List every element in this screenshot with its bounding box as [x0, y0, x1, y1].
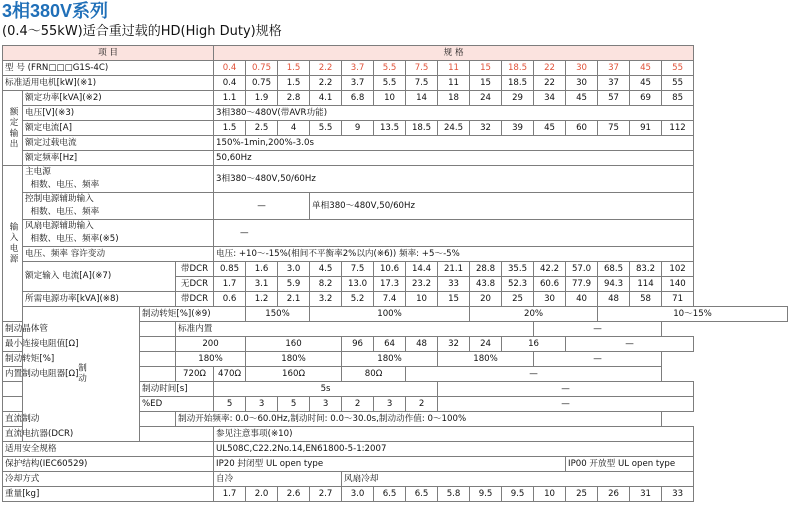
tolerance-row [3, 247, 788, 262]
ed-cell: 2 [342, 397, 374, 412]
model-cell: 2.2 [310, 61, 342, 76]
ed-dash: — [438, 397, 694, 412]
min-torque-cell: 180% [342, 352, 438, 367]
weight-cell: 31 [630, 487, 662, 502]
motor-cell: 22 [534, 76, 566, 91]
input-nodcr-cell: 77.9 [566, 277, 598, 292]
frequency-row [3, 151, 788, 166]
req-cap-cell: 71 [662, 292, 694, 307]
min-torque-row [3, 352, 788, 367]
motor-cell: 5.5 [374, 76, 406, 91]
ed-cell: 5 [278, 397, 310, 412]
required-capacity-row [3, 292, 788, 307]
enclosure-label: 保护结构(IEC60529) [3, 457, 214, 472]
enclosure-row [3, 457, 788, 472]
current-cell: 75 [598, 121, 630, 136]
capacity-cell: 34 [534, 91, 566, 106]
model-cell: 11 [438, 61, 470, 76]
input-dcr-cell: 10.6 [374, 262, 406, 277]
rated-input-label: 额定输入 电流[A](※7) [23, 262, 176, 292]
model-cell: 7.5 [406, 61, 438, 76]
input-nodcr-cell: 43.8 [470, 277, 502, 292]
builtin-res-cell: 470Ω [214, 367, 246, 382]
weight-cell: 2.0 [246, 487, 278, 502]
rated-input-dcr-row [3, 262, 788, 277]
min-torque-cell: 180% [246, 352, 342, 367]
braking-time-label: 制动时间[s] [140, 382, 214, 397]
req-cap-cell: 0.6 [214, 292, 246, 307]
dcr-value: 参见注意事项(※10) [214, 427, 694, 442]
req-cap-cell: 15 [438, 292, 470, 307]
voltage-row [3, 106, 788, 121]
model-cell: 18.5 [502, 61, 534, 76]
min-res-cell: 48 [406, 337, 438, 352]
dc-braking-value: 制动开始频率: 0.0～60.0Hz,制动时间: 0.0～30.0s,制动动作值: 0～100% [176, 412, 662, 427]
req-cap-cell: 5.2 [342, 292, 374, 307]
header-spec: 规 格 [214, 46, 694, 61]
model-cell: 45 [630, 61, 662, 76]
tolerance-value: 电压: +10～-15%(相间不平衡率2%以内(※6)) 频率: +5～-5% [214, 247, 694, 262]
input-nodcr-cell: 23.2 [406, 277, 438, 292]
page-subtitle: (0.4～55kW)适合重过载的HD(High Duty)规格 [2, 24, 282, 39]
current-cell: 4 [278, 121, 310, 136]
weight-cell: 2.7 [310, 487, 342, 502]
builtin-res-dash: — [406, 367, 662, 382]
req-cap-cell: 2.1 [278, 292, 310, 307]
min-torque-label: 制动转矩[%] [3, 352, 176, 367]
braking-torque-row [3, 307, 788, 322]
motor-row [3, 76, 788, 91]
req-cap-cell: 3.2 [310, 292, 342, 307]
fan-aux-label-line2: 相数、电压、频率(※5) [30, 234, 119, 244]
braking-torque-v1: 150% [246, 307, 310, 322]
braking-time-value: 5s [214, 382, 438, 397]
required-capacity-label: 所需电源功率[kVA](※8) [23, 292, 176, 307]
motor-cell: 7.5 [406, 76, 438, 91]
braking-transistor-row [3, 322, 788, 337]
capacity-cell: 1.9 [246, 91, 278, 106]
control-aux-label-line2: 相数、电压、频率 [30, 207, 100, 217]
dc-braking-row [3, 412, 788, 427]
ed-cell: 3 [374, 397, 406, 412]
input-dcr-cell: 4.5 [310, 262, 342, 277]
input-dcr-cell: 35.5 [502, 262, 534, 277]
input-dcr-cell: 7.5 [342, 262, 374, 277]
standards-label: 适用安全规格 [3, 442, 214, 457]
req-cap-cell: 25 [502, 292, 534, 307]
current-cell: 18.5 [406, 121, 438, 136]
input-nodcr-cell: 17.3 [374, 277, 406, 292]
main-power-label-line2: 相数、电压、频率 [30, 180, 100, 190]
input-nodcr-cell: 1.7 [214, 277, 246, 292]
capacity-cell: 10 [374, 91, 406, 106]
builtin-resistor-label: 内置制动电阻器[Ω] [3, 367, 176, 382]
frequency-label: 额定频率[Hz] [23, 151, 214, 166]
braking-torque-v3: 20% [470, 307, 598, 322]
overload-row [3, 136, 788, 151]
overload-label: 额定过载电流 [23, 136, 214, 151]
builtin-res-cell: 720Ω [176, 367, 214, 382]
braking-transistor-v1: 标准内置 [176, 322, 534, 337]
motor-label: 标准适用电机[kW](※1) [3, 76, 214, 91]
main-power-value: 3相380～480V,50/60Hz [214, 166, 694, 193]
cooling-label: 冷却方式 [3, 472, 214, 487]
req-cap-cell: 40 [566, 292, 598, 307]
fan-aux-label-line1: 风扇电源辅助输入 [25, 221, 94, 231]
main-power-label [23, 166, 214, 193]
weight-cell: 9.5 [502, 487, 534, 502]
motor-cell: 15 [470, 76, 502, 91]
current-cell: 39 [502, 121, 534, 136]
builtin-res-cell: 160Ω [246, 367, 342, 382]
page-title: 3相380V系列 [2, 1, 109, 21]
input-nodcr-cell: 33 [438, 277, 470, 292]
capacity-cell: 1.1 [214, 91, 246, 106]
input-nodcr-cell: 52.3 [502, 277, 534, 292]
req-cap-cell: 48 [598, 292, 630, 307]
motor-cell: 45 [630, 76, 662, 91]
min-res-cell: 32 [438, 337, 470, 352]
braking-torque-v2: 100% [310, 307, 470, 322]
capacity-cell: 2.8 [278, 91, 310, 106]
weight-cell: 33 [662, 487, 694, 502]
input-dcr-cell: 83.2 [630, 262, 662, 277]
weight-cell: 25 [566, 487, 598, 502]
ed-cell: 2 [406, 397, 438, 412]
model-cell: 0.75 [246, 61, 278, 76]
control-aux-row [3, 193, 788, 220]
current-cell: 24.5 [438, 121, 470, 136]
header-row [3, 46, 788, 61]
capacity-cell: 14 [406, 91, 438, 106]
input-nodcr-cell: 94.3 [598, 277, 630, 292]
braking-transistor-v2: — [534, 322, 662, 337]
req-cap-cell: 30 [534, 292, 566, 307]
motor-cell: 1.5 [278, 76, 310, 91]
req-cap-cell: 7.4 [374, 292, 406, 307]
standards-row [3, 442, 788, 457]
control-aux-label [23, 193, 214, 220]
capacity-cell: 57 [598, 91, 630, 106]
current-cell: 112 [662, 121, 694, 136]
input-dcr-cell: 21.1 [438, 262, 470, 277]
weight-cell: 2.6 [278, 487, 310, 502]
current-cell: 2.5 [246, 121, 278, 136]
weight-label: 重量[kg] [3, 487, 214, 502]
braking-torque-label: 制动转矩[%](※9) [140, 307, 246, 322]
main-power-label-line1: 主电源 [25, 167, 51, 177]
enclosure-v1: IP20 封闭型 UL open type [214, 457, 566, 472]
control-aux-small: — [214, 193, 310, 220]
current-cell: 1.5 [214, 121, 246, 136]
fan-aux-row [3, 220, 788, 247]
capacity-cell: 69 [630, 91, 662, 106]
motor-cell: 0.75 [246, 76, 278, 91]
min-res-cell: 96 [342, 337, 374, 352]
model-cell: 1.5 [278, 61, 310, 76]
model-cell: 55 [662, 61, 694, 76]
header-item: 项 目 [3, 46, 214, 61]
min-res-cell: 24 [470, 337, 502, 352]
input-dcr-cell: 3.0 [278, 262, 310, 277]
min-torque-cell: 180% [438, 352, 534, 367]
input-dcr-cell: 14.4 [406, 262, 438, 277]
rated-current-label: 额定电流[A] [23, 121, 214, 136]
braking-torque-v4: 10～15% [598, 307, 788, 322]
input-dcr-cell: 102 [662, 262, 694, 277]
model-cell: 0.4 [214, 61, 246, 76]
current-cell: 91 [630, 121, 662, 136]
input-dcr-cell: 0.85 [214, 262, 246, 277]
capacity-cell: 6.8 [342, 91, 374, 106]
weight-cell: 5.8 [438, 487, 470, 502]
capacity-cell: 18 [438, 91, 470, 106]
dc-braking-label: 直流制动 [3, 412, 176, 427]
current-cell: 32 [470, 121, 502, 136]
current-cell: 9 [342, 121, 374, 136]
current-cell: 60 [566, 121, 598, 136]
min-res-cell: 16 [502, 337, 566, 352]
model-cell: 15 [470, 61, 502, 76]
weight-cell: 9.5 [470, 487, 502, 502]
min-torque-dash: — [534, 352, 662, 367]
capacity-cell: 29 [502, 91, 534, 106]
weight-cell: 6.5 [406, 487, 438, 502]
weight-cell: 1.7 [214, 487, 246, 502]
cooling-row [3, 472, 788, 487]
weight-cell: 3.0 [342, 487, 374, 502]
weight-cell: 6.5 [374, 487, 406, 502]
min-res-cell: 64 [374, 337, 406, 352]
cooling-v1: 自冷 [214, 472, 342, 487]
weight-row [3, 487, 788, 502]
tolerance-label: 电压、频率 容许变动 [23, 247, 214, 262]
ed-cell: 5 [214, 397, 246, 412]
current-cell: 45 [534, 121, 566, 136]
fan-aux-value: — [214, 220, 694, 247]
voltage-label: 电压[V](※3) [23, 106, 214, 121]
standards-value: UL508C,C22.2No.14,EN61800-5-1:2007 [214, 442, 694, 457]
min-res-cell: 160 [246, 337, 342, 352]
ed-spacer [3, 397, 23, 412]
current-cell: 5.5 [310, 121, 342, 136]
dcr-label: 直流电抗器(DCR) [3, 427, 214, 442]
min-torque-cell: 180% [176, 352, 246, 367]
motor-cell: 11 [438, 76, 470, 91]
min-resistance-row [3, 337, 788, 352]
braking-group-label: 制动 [23, 307, 140, 442]
dcr-row [3, 427, 788, 442]
motor-cell: 2.2 [310, 76, 342, 91]
model-row [3, 61, 788, 76]
weight-cell: 10 [534, 487, 566, 502]
motor-cell: 55 [662, 76, 694, 91]
rated-capacity-row [3, 91, 788, 106]
req-cap-cell: 20 [470, 292, 502, 307]
capacity-cell: 24 [470, 91, 502, 106]
req-cap-cell: 58 [630, 292, 662, 307]
input-dcr-cell: 1.6 [246, 262, 278, 277]
input-nodcr-cell: 8.2 [310, 277, 342, 292]
input-nodcr-cell: 60.6 [534, 277, 566, 292]
min-res-dash: — [566, 337, 694, 352]
model-cell: 22 [534, 61, 566, 76]
input-dcr-cell: 68.5 [598, 262, 630, 277]
motor-cell: 37 [598, 76, 630, 91]
builtin-res-cell: 80Ω [342, 367, 406, 382]
input-dcr-cell: 42.2 [534, 262, 566, 277]
control-aux-large: 单相380～480V,50/60Hz [310, 193, 694, 220]
cooling-v2: 风扇冷却 [342, 472, 694, 487]
motor-cell: 30 [566, 76, 598, 91]
required-capacity-sub: 带DCR [176, 292, 214, 307]
model-cell: 30 [566, 61, 598, 76]
braking-time-spacer [3, 382, 23, 397]
braking-transistor-label: 制动晶体管 [3, 322, 176, 337]
input-nodcr-cell: 114 [630, 277, 662, 292]
capacity-cell: 4.1 [310, 91, 342, 106]
model-cell: 37 [598, 61, 630, 76]
motor-cell: 3.7 [342, 76, 374, 91]
rated-capacity-label: 额定功率[kVA](※2) [23, 91, 214, 106]
input-nodcr-cell: 13.0 [342, 277, 374, 292]
input-nodcr-cell: 140 [662, 277, 694, 292]
without-dcr-label: 无DCR [176, 277, 214, 292]
min-resistance-label: 最小连接电阻值[Ω] [3, 337, 176, 352]
rated-output-group-label: 额定输出 [3, 91, 23, 166]
with-dcr-label: 带DCR [176, 262, 214, 277]
overload-value: 150%-1min,200%-3.0s [214, 136, 694, 151]
ed-cell: 3 [246, 397, 278, 412]
rated-current-row [3, 121, 788, 136]
builtin-resistor-row [3, 367, 788, 382]
input-dcr-cell: 28.8 [470, 262, 502, 277]
ed-cell: 3 [310, 397, 342, 412]
main-power-row [3, 166, 788, 193]
model-cell: 3.7 [342, 61, 374, 76]
ed-label: %ED [140, 397, 214, 412]
input-nodcr-cell: 3.1 [246, 277, 278, 292]
req-cap-cell: 10 [406, 292, 438, 307]
spec-table [2, 45, 788, 502]
control-aux-label-line1: 控制电源辅助输入 [25, 194, 94, 204]
motor-cell: 18.5 [502, 76, 534, 91]
weight-cell: 26 [598, 487, 630, 502]
enclosure-v2: IP00 开放型 UL open type [566, 457, 694, 472]
current-cell: 13.5 [374, 121, 406, 136]
voltage-value: 3相380～480V(带AVR功能) [214, 106, 694, 121]
min-res-cell: 200 [176, 337, 246, 352]
input-group-label: 输入电源 [3, 166, 23, 322]
input-nodcr-cell: 5.9 [278, 277, 310, 292]
motor-cell: 0.4 [214, 76, 246, 91]
frequency-value: 50,60Hz [214, 151, 694, 166]
braking-time-dash: — [438, 382, 694, 397]
req-cap-cell: 1.2 [246, 292, 278, 307]
fan-aux-label [23, 220, 214, 247]
capacity-cell: 45 [566, 91, 598, 106]
capacity-cell: 85 [662, 91, 694, 106]
input-dcr-cell: 57.0 [566, 262, 598, 277]
model-cell: 5.5 [374, 61, 406, 76]
model-label: 型 号 (FRN□□□G1S-4C) [3, 61, 214, 76]
